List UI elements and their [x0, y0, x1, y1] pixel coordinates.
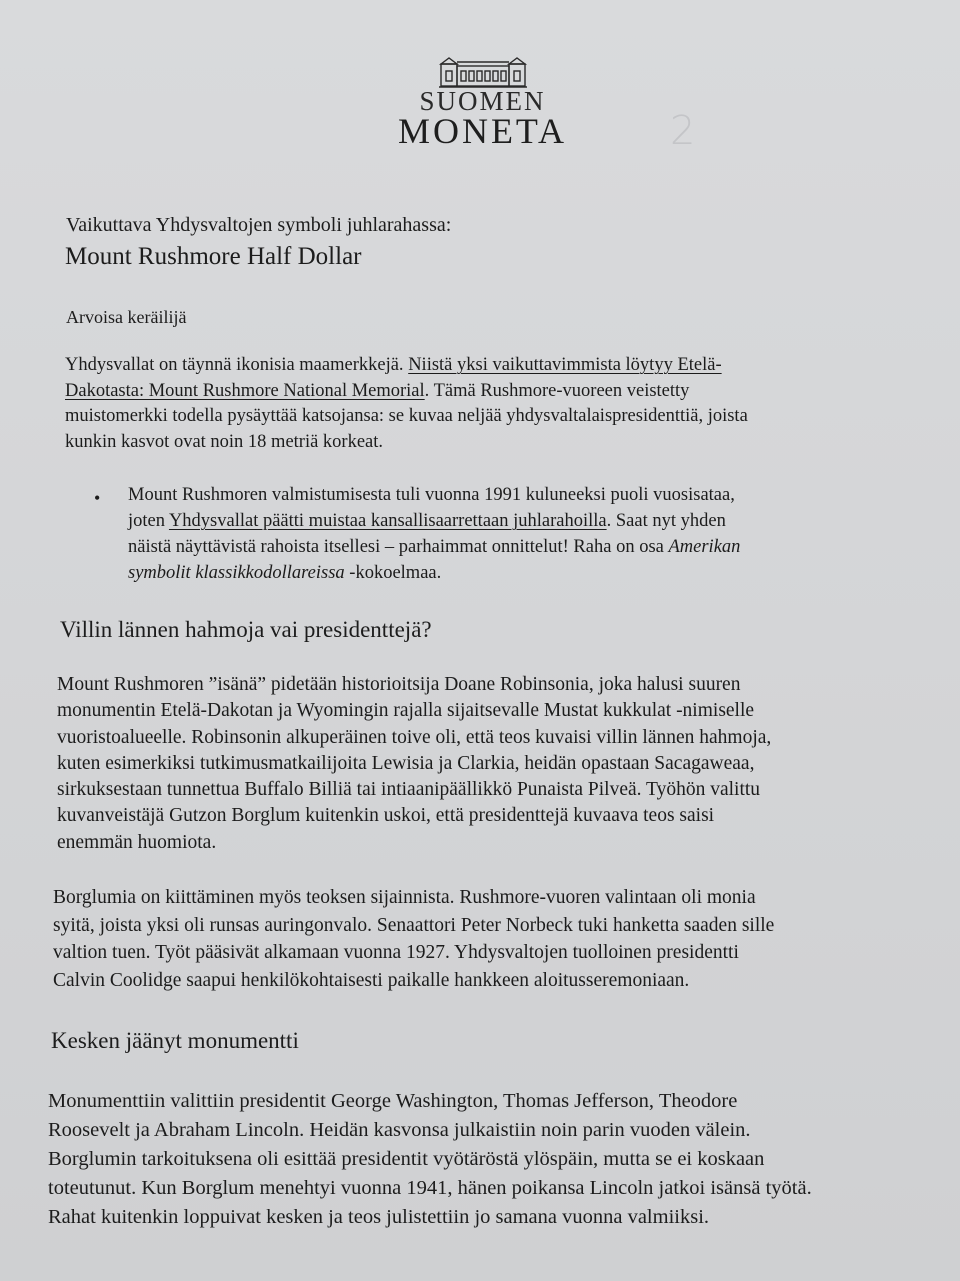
- text-segment: valtion tuen. Työt pääsivät alkamaan vuonna 1927. Yhdysvaltojen tuolloinen presidentti: [53, 942, 739, 963]
- logo-suomen: SUOMEN: [419, 86, 546, 116]
- text-line: [65, 379, 748, 405]
- text-segment: kuten esimerkiksi tutkimusmatkailijoita Lewisia ja Clarkia, heidän opastaan Sacagaweaa,: [57, 752, 755, 774]
- text-line: [128, 508, 740, 534]
- text-segment: . Tämä Rushmore-vuoreen veistetty: [424, 380, 690, 401]
- text-segment: Borglumia on kiittäminen myös teoksen sijainnista. Rushmore-vuoren valintaan oli monia: [53, 887, 756, 908]
- text-line: [53, 884, 774, 912]
- text-segment: Monumenttiin valittiin presidentit George Washington, Thomas Jefferson, Theodore: [48, 1090, 738, 1112]
- text-segment: joten: [128, 511, 169, 531]
- text-segment: näistä näyttävistä rahoista itsellesi – parhaimmat onnittelut! Raha on osa: [128, 537, 669, 557]
- bullet-icon: •: [94, 488, 101, 508]
- page-title: Mount Rushmore Half Dollar: [65, 243, 362, 270]
- text-line: [53, 912, 774, 940]
- text-line: [57, 751, 771, 777]
- text-line: [48, 1145, 812, 1174]
- text-segment: muistomerkki todella pysäyttää katsojansa: se kuvaa neljää yhdysvaltalaispresidenttiä, joista: [65, 406, 748, 426]
- text-segment: monumentin Etelä-Dakotan ja Wyomingin rajalla sijaitsevalle Mustat kukkulat -nimiselle: [57, 700, 755, 722]
- suomen-moneta-logo: [385, 56, 580, 151]
- logo-moneta: MONETA: [397, 111, 568, 151]
- heading-villin-lannen: Villin lännen hahmoja vai presidenttejä?: [60, 617, 432, 642]
- text-segment: Mount Rushmoren valmistumisesta tuli vuonna 1991 kuluneeksi puoli vuosisataa,: [128, 485, 735, 505]
- text-segment: Yhdysvallat on täynnä ikonisia maamerkkejä.: [65, 355, 409, 375]
- paragraph-robinson: [57, 672, 771, 856]
- text-line: [57, 698, 771, 724]
- italic-text: Amerikan: [668, 537, 741, 557]
- pencil-page-number: 2: [670, 108, 696, 154]
- text-line: [65, 353, 748, 379]
- heading-kesken: Kesken jäänyt monumentti: [51, 1028, 299, 1053]
- text-segment: kunkin kasvot ovat noin 18 metriä korkeat.: [65, 431, 384, 452]
- text-line: [57, 830, 771, 856]
- text-segment: sirkuksestaan tunnettua Buffalo Billiä tai intiaanipäällikkö Punaista Pilveä. Työhön valittu: [57, 779, 761, 801]
- text-line: [57, 803, 771, 829]
- text-line: [128, 482, 740, 508]
- intro-paragraph: [65, 353, 748, 455]
- italic-text: symbolit klassikkodollareissa: [128, 563, 345, 583]
- text-segment: Calvin Coolidge saapui henkilökohtaisesti paikalle hankkeen aloitusseremoniaan.: [53, 969, 690, 991]
- text-line: [48, 1203, 812, 1232]
- text-segment: . Saat nyt yhden: [606, 511, 726, 531]
- underlined-text: Yhdysvallat päätti muistaa kansallisaarrettaan juhlarahoilla: [168, 511, 607, 531]
- text-line: [65, 404, 748, 430]
- building-icon: [437, 56, 529, 88]
- text-segment: toteutunut. Kun Borglum menehtyi vuonna 1941, hänen poikansa Lincoln jatkoi isänsä työtä.: [48, 1177, 812, 1199]
- text-line: [128, 534, 740, 560]
- salutation: Arvoisa keräilijä: [66, 307, 187, 327]
- text-segment: syitä, joista yksi oli runsas auringonvalo. Senaattori Peter Norbeck tuki hanketta saaden sille: [53, 914, 775, 936]
- text-segment: vuoristoalueelle. Robinsonin alkuperäinen toive oli, että teos kuvaisi villin lännen hahmoja,: [57, 726, 772, 748]
- text-line: [53, 939, 774, 967]
- text-line: [48, 1116, 812, 1145]
- text-line: [65, 430, 748, 456]
- text-line: [48, 1174, 812, 1203]
- text-segment: -kokoelmaa.: [344, 563, 442, 583]
- text-line: [48, 1087, 812, 1116]
- paragraph-borglum: [53, 884, 774, 994]
- text-segment: Rahat kuitenkin loppuivat kesken ja teos julistettiin jo samana vuonna valmiiksi.: [48, 1206, 710, 1228]
- text-segment: Mount Rushmoren ”isänä” pidetään historioitsija Doane Robinsonia, joka halusi suuren: [57, 674, 741, 695]
- text-line: [57, 777, 771, 803]
- text-segment: enemmän huomiota.: [57, 831, 217, 853]
- underlined-text: Dakotasta: Mount Rushmore National Memorial: [65, 380, 425, 401]
- underlined-text: Niistä yksi vaikuttavimmista löytyy Etelä-: [408, 355, 722, 375]
- text-line: [53, 967, 774, 995]
- text-segment: kuvanveistäjä Gutzon Borglum kuitenkin uskoi, että presidenttejä kuvaava teos saisi: [57, 805, 715, 827]
- text-line: [57, 672, 771, 698]
- text-line: [57, 725, 771, 751]
- text-segment: Borglumin tarkoituksena oli esittää presidentit vyötäröstä ylöspäin, mutta se ei koskaan: [48, 1148, 765, 1170]
- paragraph-monumentti: [48, 1087, 812, 1232]
- text-segment: Roosevelt ja Abraham Lincoln. Heidän kasvonsa julkaistiin noin parin vuoden välein.: [48, 1119, 751, 1141]
- bullet-paragraph: [128, 482, 740, 586]
- text-line: [128, 560, 740, 586]
- title-kicker: Vaikuttava Yhdysvaltojen symboli juhlarahassa:: [66, 214, 452, 236]
